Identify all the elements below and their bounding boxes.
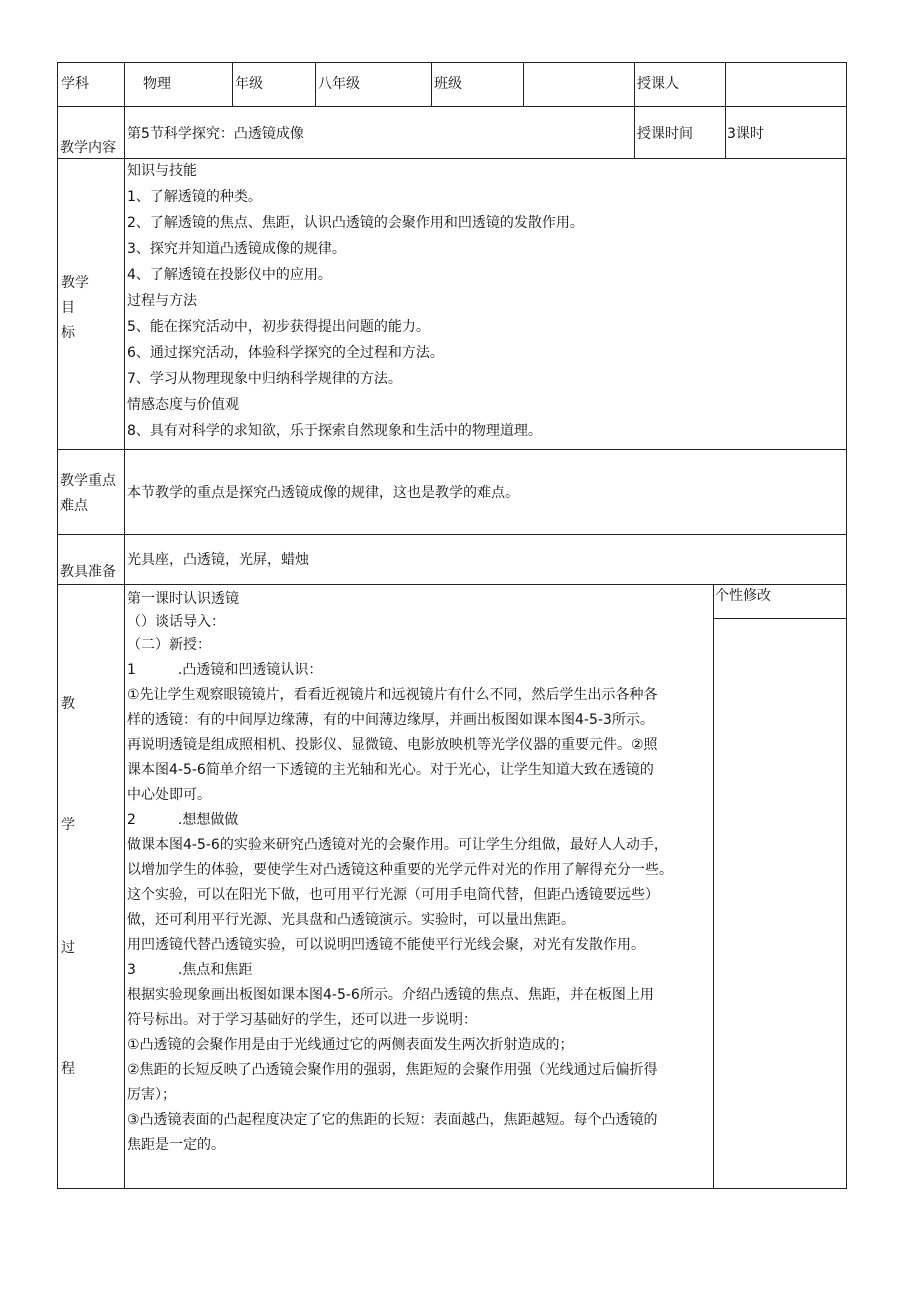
row-divider xyxy=(57,106,847,107)
process-line: 样的透镜：有的中间厚边缘薄，有的中间薄边缘厚，并画出板图如课本图4-5-3所示。 xyxy=(127,712,654,728)
process-line: （）谈话导入： xyxy=(127,614,225,630)
col-divider xyxy=(315,62,316,106)
objective-line: 过程与方法 xyxy=(127,293,197,309)
process-line: 焦距是一定的。 xyxy=(127,1137,225,1153)
side-header: 个性修改 xyxy=(715,588,771,604)
objective-line: 5、能在探究活动中，初步获得提出问题的能力。 xyxy=(127,319,430,335)
process-line: 做课本图4-5-6的实验来研究凸透镜对光的会聚作用。可让学生分组做，最好人人动手， xyxy=(127,837,668,853)
content-label: 教学内容 xyxy=(60,140,116,156)
table-right-border xyxy=(846,62,847,1189)
table-left-border xyxy=(57,62,58,1189)
tools-value: 光具座，凸透镜，光屏，蜡烛 xyxy=(127,552,309,568)
subject-value: 物理 xyxy=(143,76,171,92)
grade-label: 年级 xyxy=(235,76,263,92)
process-line: ②焦距的长短反映了凸透镜会聚作用的强弱，焦距短的会聚作用强（光线通过后偏折得 xyxy=(127,1062,658,1078)
process-label-3: 过 xyxy=(61,940,75,956)
process-label-1: 教 xyxy=(61,696,75,712)
process-line: ①凸透镜的会聚作用是由于光线通过它的两侧表面发生两次折射造成的； xyxy=(127,1037,574,1053)
key-points-value: 本节教学的重点是探究凸透镜成像的规律，这也是教学的难点。 xyxy=(127,485,519,501)
objective-line: 7、学习从物理现象中归纳科学规律的方法。 xyxy=(127,371,402,387)
objective-line: 1、了解透镜的种类。 xyxy=(127,189,262,205)
side-header-divider xyxy=(713,618,847,619)
objective-line: 4、了解透镜在投影仪中的应用。 xyxy=(127,267,332,283)
lesson-plan-table xyxy=(57,62,847,1189)
key-points-label-2: 难点 xyxy=(60,498,88,514)
process-line: 中心处即可。 xyxy=(127,787,211,803)
process-line: 1 .凸透镜和凹透镜认识： xyxy=(127,662,323,678)
process-line: 再说明透镜是组成照相机、投影仪、显微镜、电影放映机等光学仪器的重要元件。②照 xyxy=(127,737,658,753)
process-line: 第一课时认识透镜 xyxy=(127,591,239,607)
process-line: ③凸透镜表面的凸起程度决定了它的焦距的长短：表面越凸，焦距越短。每个凸透镜的 xyxy=(127,1112,658,1128)
col-divider xyxy=(523,62,524,106)
row-divider xyxy=(57,584,847,585)
process-line: 根据实验现象画出板图如课本图4-5-6所示。介绍凸透镜的焦点、焦距，并在板图上用 xyxy=(127,987,654,1003)
process-label-2: 学 xyxy=(61,817,75,833)
objective-line: 3、探究并知道凸透镜成像的规律。 xyxy=(127,241,346,257)
content-value: 第5节科学探究：凸透镜成像 xyxy=(127,126,304,142)
time-value: 3课时 xyxy=(727,126,764,142)
subject-label: 学科 xyxy=(61,76,89,92)
process-line: 课本图4-5-6简单介绍一下透镜的主光轴和光心。对于光心，让学生知道大致在透镜的 xyxy=(127,762,654,778)
row-divider xyxy=(57,449,847,450)
col-divider xyxy=(232,62,233,106)
time-label: 授课时间 xyxy=(637,126,693,142)
objectives-label-3: 标 xyxy=(61,325,75,341)
process-line: 做，还可利用平行光源、光具盘和凸透镜演示。实验时，可以量出焦距。 xyxy=(127,912,575,928)
objectives-label-2: 目 xyxy=(61,300,75,316)
label-column-divider xyxy=(124,62,125,1189)
process-line: 3 .焦点和焦距 xyxy=(127,962,253,978)
row-divider xyxy=(57,158,847,159)
key-points-label-1: 教学重点 xyxy=(60,473,116,489)
objective-line: 6、通过探究活动，体验科学探究的全过程和方法。 xyxy=(127,345,444,361)
col-divider xyxy=(634,62,635,158)
side-column-divider xyxy=(713,584,714,1189)
row-divider xyxy=(57,534,847,535)
objective-line: 知识与技能 xyxy=(127,163,197,179)
process-label-4: 程 xyxy=(61,1061,75,1077)
process-line: 2 .想想做做 xyxy=(127,812,239,828)
process-line: ①先让学生观察眼镜镜片，看看近视镜片和远视镜片有什么不同，然后学生出示各种各 xyxy=(127,687,658,703)
grade-value: 八年级 xyxy=(318,76,360,92)
objectives-label-1: 教学 xyxy=(61,275,89,291)
objective-line: 8、具有对科学的求知欲，乐于探索自然现象和生活中的物理道理。 xyxy=(127,423,542,439)
table-bottom-border xyxy=(57,1188,847,1189)
process-line: 符号标出。对于学习基础好的学生，还可以进一步说明： xyxy=(127,1012,477,1028)
objective-line: 2、了解透镜的焦点、焦距，认识凸透镜的会聚作用和凹透镜的发散作用。 xyxy=(127,215,584,231)
process-line: 厉害）； xyxy=(127,1087,176,1103)
table-top-border xyxy=(57,62,847,63)
col-divider xyxy=(431,62,432,106)
process-line: 用凹透镜代替凸透镜实验，可以说明凹透镜不能使平行光线会聚，对光有发散作用。 xyxy=(127,937,645,953)
process-line: 这个实验，可以在阳光下做，也可用平行光源（可用手电筒代替，但距凸透镜要远些） xyxy=(127,887,659,903)
class-label: 班级 xyxy=(434,76,462,92)
teacher-label: 授课人 xyxy=(637,76,679,92)
col-divider xyxy=(725,62,726,158)
process-line: （二）新授： xyxy=(127,637,211,653)
process-line: 以增加学生的体验，要使学生对凸透镜这种重要的光学元件对光的作用了解得充分一些。 xyxy=(127,862,673,878)
tools-label: 教具准备 xyxy=(60,564,116,580)
objective-line: 情感态度与价值观 xyxy=(127,397,239,413)
